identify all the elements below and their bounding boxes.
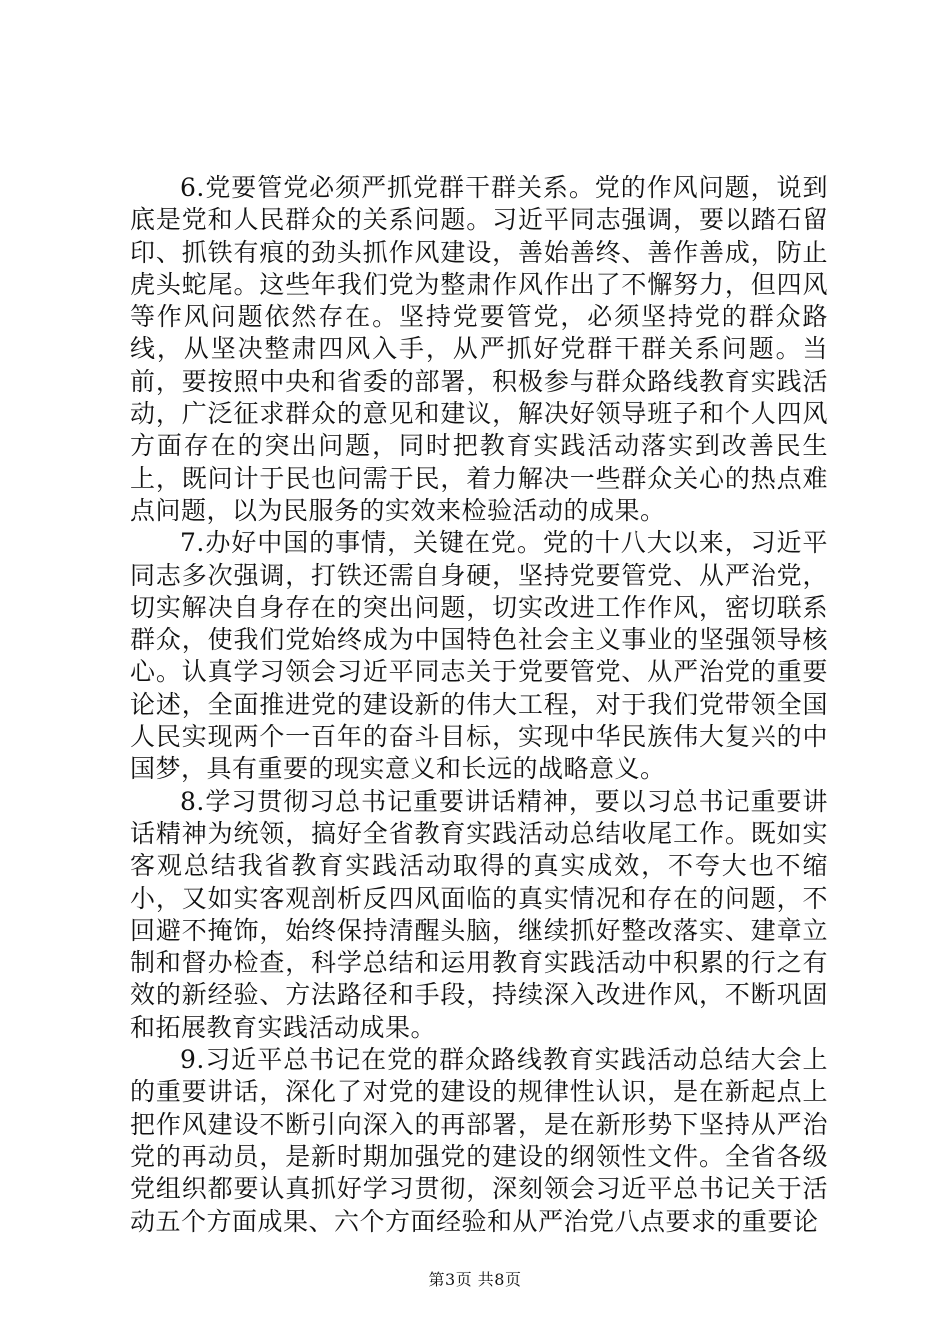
paragraph-6: 6.党要管党必须严抓党群干群关系。党的作风问题，说到底是党和人民群众的关系问题。习近平同志强调，要以踏石留印、抓铁有痕的劲头抓作风建设，善始善终、善作善成，防止虎头蛇尾。这些年我们党为整肃作风作出了不懈努力，但四风等作风问题依然存在。坚持党要管党，必须坚持党的群众路线，从坚决整肃四风入手，从严抓好党群干群关系问题。当前，要按照中央和省委的部署，积极参与群众路线教育实践活动，广泛征求群众的意见和建议，解决好领导班子和个人四风方面存在的突出问题，同时把教育实践活动落实到改善民生上，既问计于民也问需于民，着力解决一些群众关心的热点难点问题，以为民服务的实效来检验活动的成果。 — [130, 173, 828, 525]
paragraph-7: 7.办好中国的事情，关键在党。党的十八大以来，习近平同志多次强调，打铁还需自身硬，坚持党要管党、从严治党，切实解决自身存在的突出问题，切实改进工作作风，密切联系群众，使我们党始终成为中国特色社会主义事业的坚强领导核心。认真学习领会习近平同志关于党要管党、从严治党的重要论述，全面推进党的建设新的伟大工程，对于我们党带领全国人民实现两个一百年的奋斗目标，实现中华民族伟大复兴的中国梦，具有重要的现实意义和长远的战略意义。 — [130, 528, 828, 784]
page-footer: 第3页 共8页 — [428, 1270, 522, 1289]
document-body — [130, 172, 828, 1238]
paragraph-8: 8.学习贯彻习总书记重要讲话精神，要以习总书记重要讲话精神为统领，搞好全省教育实践活动总结收尾工作。既如实客观总结我省教育实践活动取得的真实成效，不夸大也不缩小，又如实客观剖析反四风面临的真实情况和存在的问题，不回避不掩饰，始终保持清醒头脑，继续抓好整改落实、建章立制和督办检查，科学总结和运用教育实践活动中积累的行之有效的新经验、方法路径和手段，持续深入改进作风，不断巩固和拓展教育实践活动成果。 — [130, 786, 828, 1042]
paragraph-9: 9.习近平总书记在党的群众路线教育实践活动总结大会上的重要讲话，深化了对党的建设的规律性认识，是在新起点上把作风建设不断引向深入的再部署，是在新形势下坚持从严治党的再动员，是新时期加强党的建设的纲领性文件。全省各级党组织都要认真抓好学习贯彻，深刻领会习近平总书记关于活动五个方面成果、六个方面经验和从严治党八点要求的重要论 — [130, 1045, 828, 1236]
